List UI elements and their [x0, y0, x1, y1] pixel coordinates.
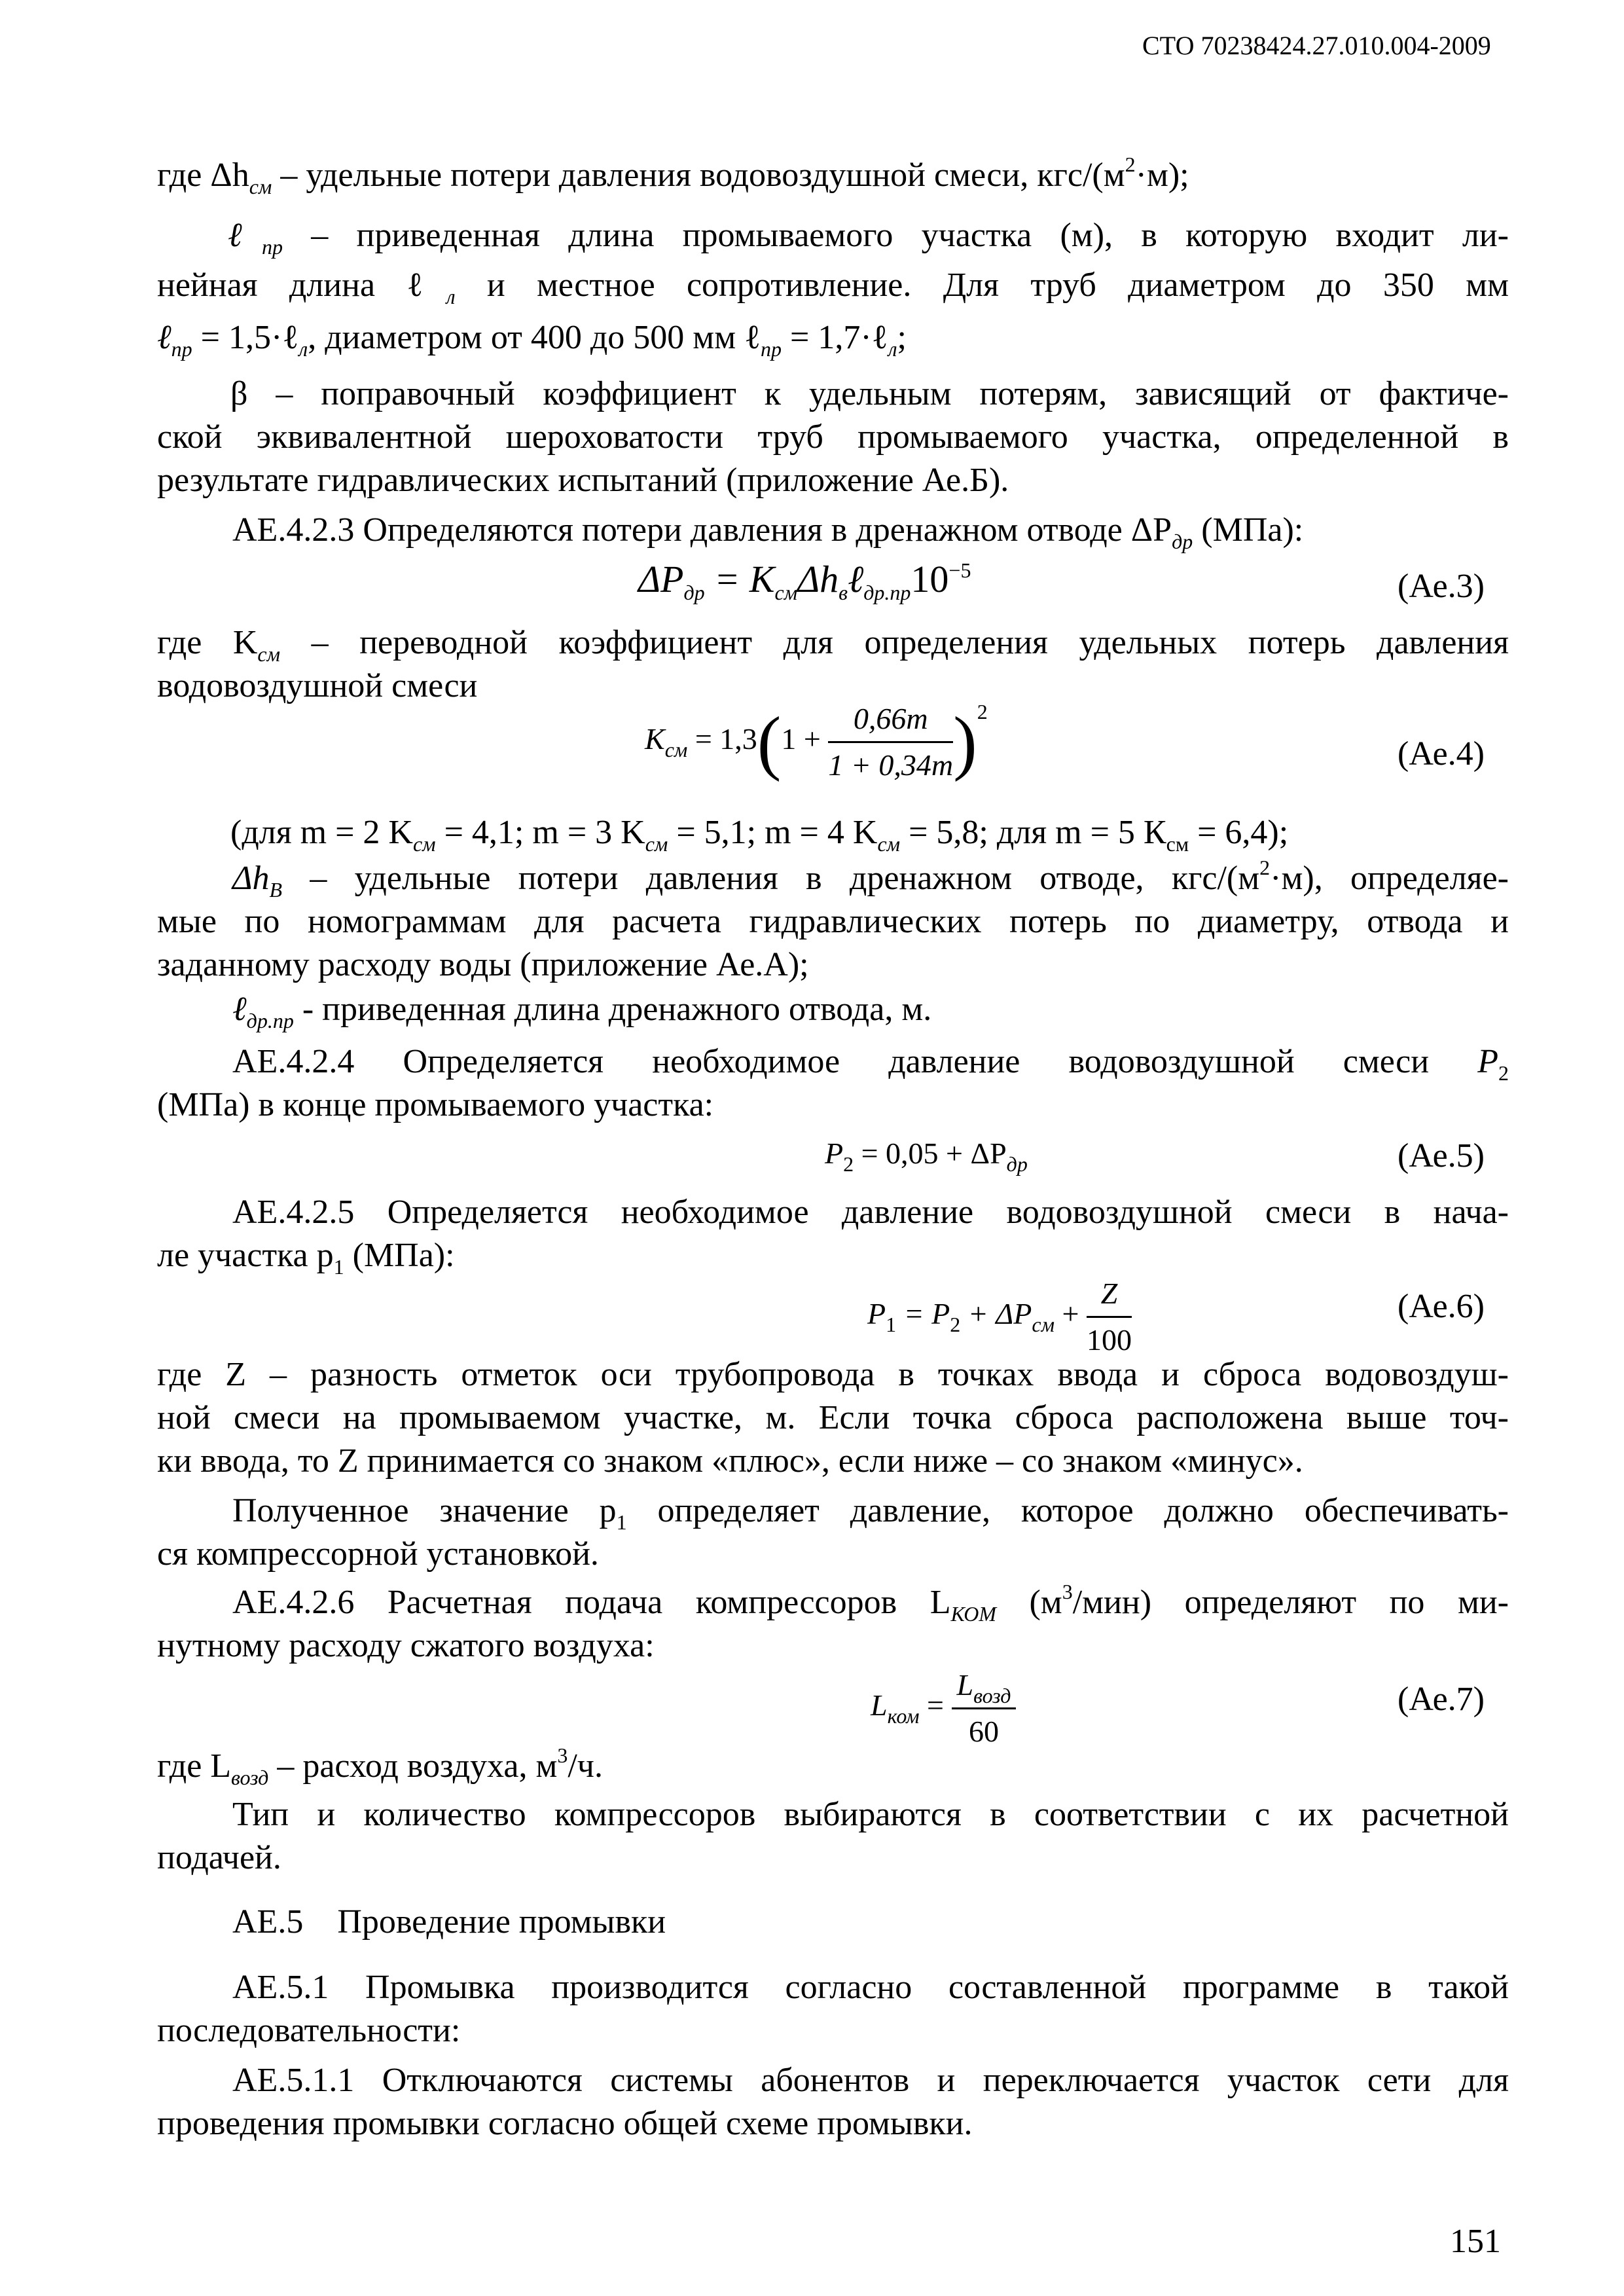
text-line: результате гидравлических испытаний (приложение Ае.Б).	[157, 462, 1009, 499]
section-ae-5-1: АЕ.5.1 Промывка производится согласно составленной программе в такой	[232, 1969, 1509, 2006]
text-line: ℓ$_{пр}$ = 1,5·ℓ$_л$, диаметром от 400 до 500 мм ℓ$_{пр}$ = 1,7·ℓ$_л$;	[157, 319, 907, 361]
text-line: последовательности:	[157, 2012, 461, 2049]
formula-ae4: $K_{см} = 1,3(1$ + $\frac{0,66m}{1 + 0,34m}$ )$^2$	[645, 700, 988, 782]
text-line: подачей.	[157, 1839, 281, 1876]
equation-number-ae6: (Ае.6)	[1398, 1288, 1485, 1325]
equation-number-ae7: (Ае.7)	[1398, 1681, 1485, 1718]
formula-ae3: $\Delta P_{др}$ = $K_{см}\Delta h_в\ell_{др.пр}10^{-5}$	[638, 558, 971, 604]
text-line: мые по номограммам для расчета гидравлических потерь по диаметру, отвода и	[157, 903, 1509, 940]
formula-ae6: $P_1 = P_2 + \Delta P_{см}$ + $\frac{Z}{100}$	[867, 1277, 1132, 1357]
formula-ae5: $P_2 = 0,05 + \Delta P_{др}$	[825, 1137, 1028, 1176]
doc-header-code: СТО 70238424.27.010.004-2009	[1142, 31, 1491, 60]
text-line: где $K_{см}$ – переводной коэффициент для определения удельных потерь давления	[157, 624, 1509, 666]
text-line: нейная длина ℓ$_л$ и местное сопротивление. Для труб диаметром до 350 мм	[157, 266, 1509, 308]
section-heading-ae-5: АЕ.5 Проведение промывки	[232, 1903, 666, 1941]
text-line: где Z – разность отметок оси трубопровода в точках ввода и сброса водовоздуш-	[157, 1356, 1509, 1393]
equation-number-ae3: (Ае.3)	[1398, 568, 1485, 605]
equation-number-ae4: (Ае.4)	[1398, 735, 1485, 773]
text-line: где $L_{возд}$ – расход воздуха, $м^3/ч$.	[157, 1743, 603, 1789]
section-ae-4-2-3: АЕ.4.2.3 Определяются потери давления в дренажном отводе $\Delta P_{др}$ (МПа):	[232, 511, 1304, 553]
section-ae-4-2-5: АЕ.4.2.5 Определяется необходимое давление водовоздушной смеси в нача-	[232, 1194, 1509, 1231]
text-line: где $\Delta h_{см}$ – удельные потери давления водовоздушной смеси, кгс/$(м^2\cdot м)$;	[157, 153, 1189, 198]
text-line: проведения промывки согласно общей схеме промывки.	[157, 2105, 973, 2142]
text-line: $\Delta h_В$ – удельные потери давления в дренажном отводе, кгс/$(м^2\cdot м)$, определяе-	[232, 856, 1509, 902]
text-line: β – поправочный коэффициент к удельным потерям, зависящий от фактиче-	[230, 375, 1509, 412]
text-line: водовоздушной смеси	[157, 667, 478, 704]
text-line: заданному расходу воды (приложение Ае.А);	[157, 946, 809, 983]
text-line: нутному расходу сжатого воздуха:	[157, 1627, 655, 1664]
formula-ae7: $L_{ком}$ = $\frac{L_{возд}}{60}$	[871, 1667, 1016, 1750]
text-line: ℓ$_{др.пр}$ - приведенная длина дренажного отвода, м.	[232, 991, 932, 1032]
section-ae-4-2-4: АЕ.4.2.4 Определяется необходимое давление водовоздушной смеси $P_2$	[232, 1043, 1509, 1085]
text-line: ле участка $p_1$ (МПа):	[157, 1237, 455, 1279]
page-number: 151	[1450, 2223, 1501, 2260]
text-line: ки ввода, то Z принимается со знаком «плюс», если ниже – со знаком «минус».	[157, 1442, 1303, 1480]
text-line: ℓ$_{пр}$ – приведенная длина промываемого участка (м), в которую входит ли-	[228, 217, 1509, 259]
equation-number-ae5: (Ае.5)	[1398, 1137, 1485, 1175]
text-line: ся компрессорной установкой.	[157, 1535, 599, 1573]
text-line: ной смеси на промываемом участке, м. Если точка сброса расположена выше точ-	[157, 1399, 1509, 1436]
section-ae-4-2-6: АЕ.4.2.6 Расчетная подача компрессоров $L_{КОМ}$ $(м^3/мин)$ определяют по ми-	[232, 1580, 1509, 1626]
section-ae-5-1-1: АЕ.5.1.1 Отключаются системы абонентов и переключается участок сети для	[232, 2062, 1509, 2099]
text-line: ской эквивалентной шероховатости труб промываемого участка, определенной в	[157, 418, 1509, 456]
text-line: (МПа) в конце промываемого участка:	[157, 1086, 714, 1123]
text-line: Полученное значение $p_1$ определяет давление, которое должно обеспечивать-	[232, 1492, 1509, 1534]
text-line: Тип и количество компрессоров выбираются в соответствии с их расчетной	[232, 1796, 1509, 1833]
text-line: (для m = 2 $K_{см} = 4,1$; m = 3 $K_{см} = 5,1$; m = 4 $K_{см} = 5,8$; для m = 5 $К_{см} = 6,4$);	[230, 814, 1289, 856]
